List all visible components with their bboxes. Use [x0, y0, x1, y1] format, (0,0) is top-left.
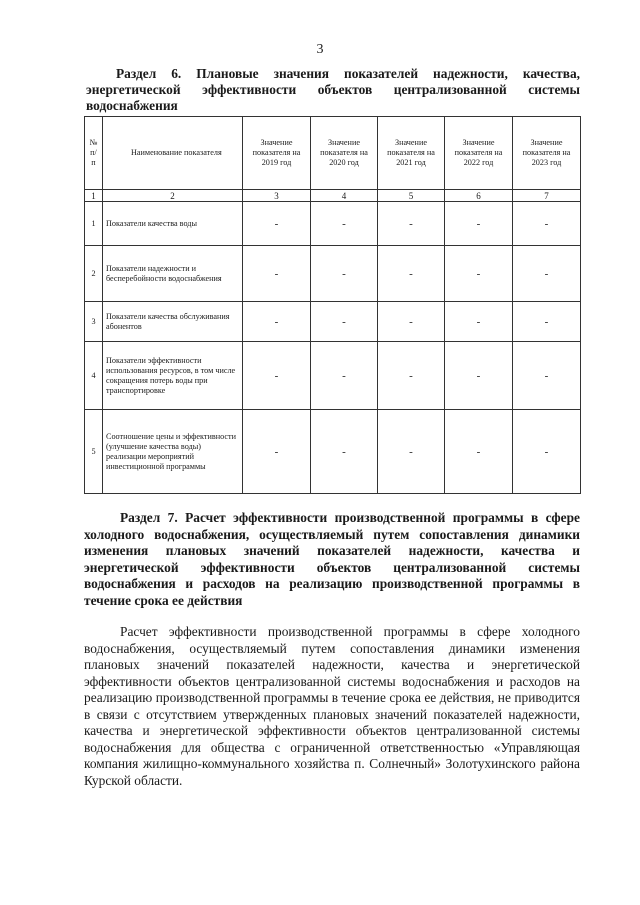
indicators-table-wrapper	[84, 116, 580, 494]
section-6-title: Раздел 6. Плановые значения показателей надежности, качества, энергетической эффективности объектов централизованной системы водоснабжения	[86, 66, 580, 113]
header-num: № п/п	[85, 117, 103, 190]
row-value: -	[513, 410, 581, 494]
row-value: -	[513, 342, 581, 410]
row-value: -	[513, 202, 581, 246]
row-name: Показатели эффективности использования ресурсов, в том числе сокращения потерь воды при транспортировке	[103, 342, 243, 410]
row-value: -	[378, 342, 445, 410]
row-number: 2	[85, 246, 103, 302]
row-number: 5	[85, 410, 103, 494]
row-value: -	[378, 246, 445, 302]
row-value: -	[311, 410, 378, 494]
column-number: 7	[513, 190, 581, 202]
column-number: 1	[85, 190, 103, 202]
column-number: 3	[243, 190, 311, 202]
section-7-heading	[84, 510, 580, 610]
row-value: -	[243, 410, 311, 494]
row-value: -	[445, 410, 513, 494]
header-2021: Значение показателя на 2021 год	[378, 117, 445, 190]
row-value: -	[311, 342, 378, 410]
row-value: -	[445, 342, 513, 410]
body-paragraph	[84, 624, 580, 789]
row-name: Соотношение цены и эффективности (улучшение качества воды) реализации мероприятий инвестиционной программы	[103, 410, 243, 494]
table-row	[85, 410, 581, 494]
header-name: Наименование показателя	[103, 117, 243, 190]
row-number: 4	[85, 342, 103, 410]
section-7-title: Раздел 7. Расчет эффективности производственной программы в сфере холодного водоснабжения, осуществляемый путем сопоставления динамики изменения плановых значений показателей надежности, качества и энергетической эффективности объектов централизованной системы водоснабжения и расходов на реализацию производственной программы в течение срока ее действия	[84, 510, 580, 608]
header-2019: Значение показателя на 2019 год	[243, 117, 311, 190]
row-value: -	[243, 342, 311, 410]
row-value: -	[513, 302, 581, 342]
row-value: -	[445, 302, 513, 342]
row-value: -	[243, 202, 311, 246]
row-value: -	[311, 246, 378, 302]
page-number: 3	[316, 42, 324, 57]
header-2020: Значение показателя на 2020 год	[311, 117, 378, 190]
row-value: -	[311, 302, 378, 342]
table-row	[85, 246, 581, 302]
row-value: -	[378, 410, 445, 494]
row-name: Показатели надежности и бесперебойности водоснабжения	[103, 246, 243, 302]
row-number: 1	[85, 202, 103, 246]
row-value: -	[378, 302, 445, 342]
row-name: Показатели качества воды	[103, 202, 243, 246]
header-2022: Значение показателя на 2022 год	[445, 117, 513, 190]
row-value: -	[311, 202, 378, 246]
table-row	[85, 342, 581, 410]
row-value: -	[513, 246, 581, 302]
indicators-table	[84, 116, 581, 494]
header-2023: Значение показателя на 2023 год	[513, 117, 581, 190]
row-value: -	[445, 202, 513, 246]
column-number: 5	[378, 190, 445, 202]
row-number: 3	[85, 302, 103, 342]
row-name: Показатели качества обслуживания абонентов	[103, 302, 243, 342]
row-value: -	[243, 302, 311, 342]
section-6-heading	[86, 66, 580, 114]
column-number: 6	[445, 190, 513, 202]
table-header-row	[85, 117, 581, 190]
row-value: -	[243, 246, 311, 302]
column-number: 2	[103, 190, 243, 202]
table-row	[85, 302, 581, 342]
column-number-row	[85, 190, 581, 202]
row-value: -	[378, 202, 445, 246]
body-paragraph-text: Расчет эффективности производственной программы в сфере холодного водоснабжения, осуществляемый путем сопоставления динамики изменения плановых значений показателей надежности, качества и энергетической эффективности объектов централизованной системы водоснабжения и расходов на реализацию производственной программы в течение срока ее действия, не приводится в связи с отсутствием утвержденных плановых значений показателей надежности, качества и энергетической эффективности объектов централизованной системы водоснабжения для общества с ограниченной ответственностью «Управляющая компания жилищно-коммунального хозяйства п. Солнечный» Золотухинского района Курской области.	[84, 624, 580, 788]
column-number: 4	[311, 190, 378, 202]
table-row	[85, 202, 581, 246]
row-value: -	[445, 246, 513, 302]
